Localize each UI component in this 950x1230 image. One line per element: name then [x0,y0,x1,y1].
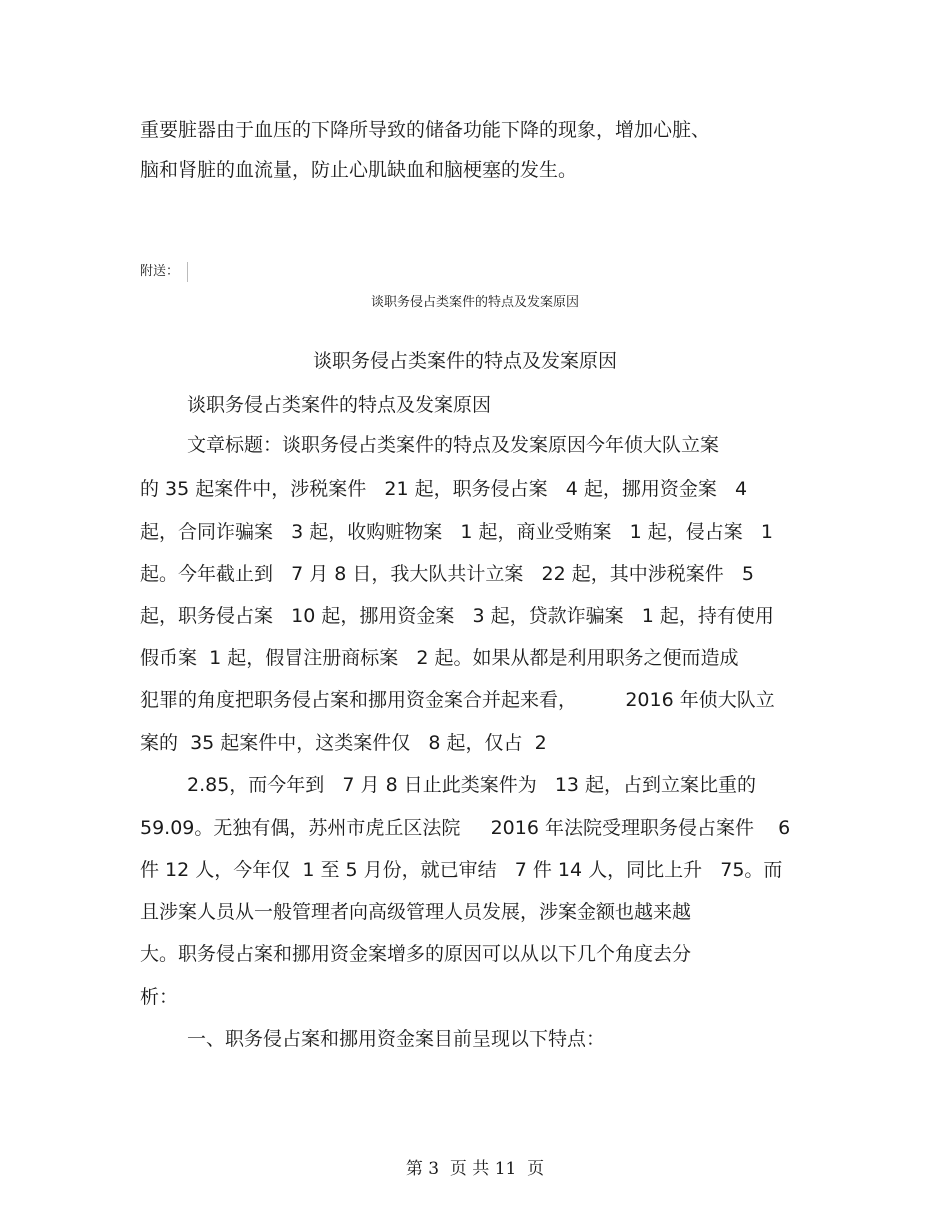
body-line: 59.09。无独有偶，苏州市虎丘区法院 2016 年法院受理职务侵占案件 6 [140,817,791,839]
subtitle: 谈职务侵占类案件的特点及发案原因 [187,394,492,416]
body-line: 起。今年截止到 7 月 8 日，我大队共计立案 22 起，其中涉税案件 5 [140,563,754,585]
attachment-divider [187,262,188,282]
intro-line-1: 重要脏器由于血压的下降所导致的储备功能下降的现象，增加心脏、 [140,119,711,141]
body-line: 析： [140,986,179,1008]
page-footer: 第 3 页 共 11 页 [405,1159,545,1179]
main-title: 谈职务侵占类案件的特点及发案原因 [312,350,617,372]
body-line: 且涉案人员从一般管理者向高级管理人员发展，涉案金额也越来越 [140,901,692,923]
body-line: 2.85，而今年到 7 月 8 日止此类案件为 13 起，占到立案比重的 [187,774,757,796]
body-line: 文章标题：谈职务侵占类案件的特点及发案原因今年侦大队立案 [187,434,720,456]
small-title: 谈职务侵占类案件的特点及发案原因 [370,295,579,310]
body-line: 的 35 起案件中，涉税案件 21 起，职务侵占案 4 起，挪用资金案 4 [140,478,748,500]
intro-line-2: 脑和肾脏的血流量，防止心肌缺血和脑梗塞的发生。 [140,159,578,181]
section-heading: 一、职务侵占案和挪用资金案目前呈现以下特点： [187,1028,606,1050]
attachment-label: 附送： [140,264,180,279]
body-line: 起，合同诈骗案 3 起，收购赃物案 1 起，商业受贿案 1 起，侵占案 1 [140,521,773,543]
body-line: 犯罪的角度把职务侵占案和挪用资金案合并起来看， 2016 年侦大队立 [140,689,775,711]
body-line: 起，职务侵占案 10 起，挪用资金案 3 起，贷款诈骗案 1 起，持有使用 [140,605,774,627]
body-line: 件 12 人，今年仅 1 至 5 月份，就已审结 7 件 14 人，同比上升 75。而 [140,859,783,881]
body-line: 假币案 1 起，假冒注册商标案 2 起。如果从都是利用职务之便而造成 [140,647,739,669]
body-line: 大。职务侵占案和挪用资金案增多的原因可以从以下几个角度去分 [140,943,692,965]
body-line: 案的 35 起案件中，这类案件仅 8 起，仅占 2 [140,732,547,754]
